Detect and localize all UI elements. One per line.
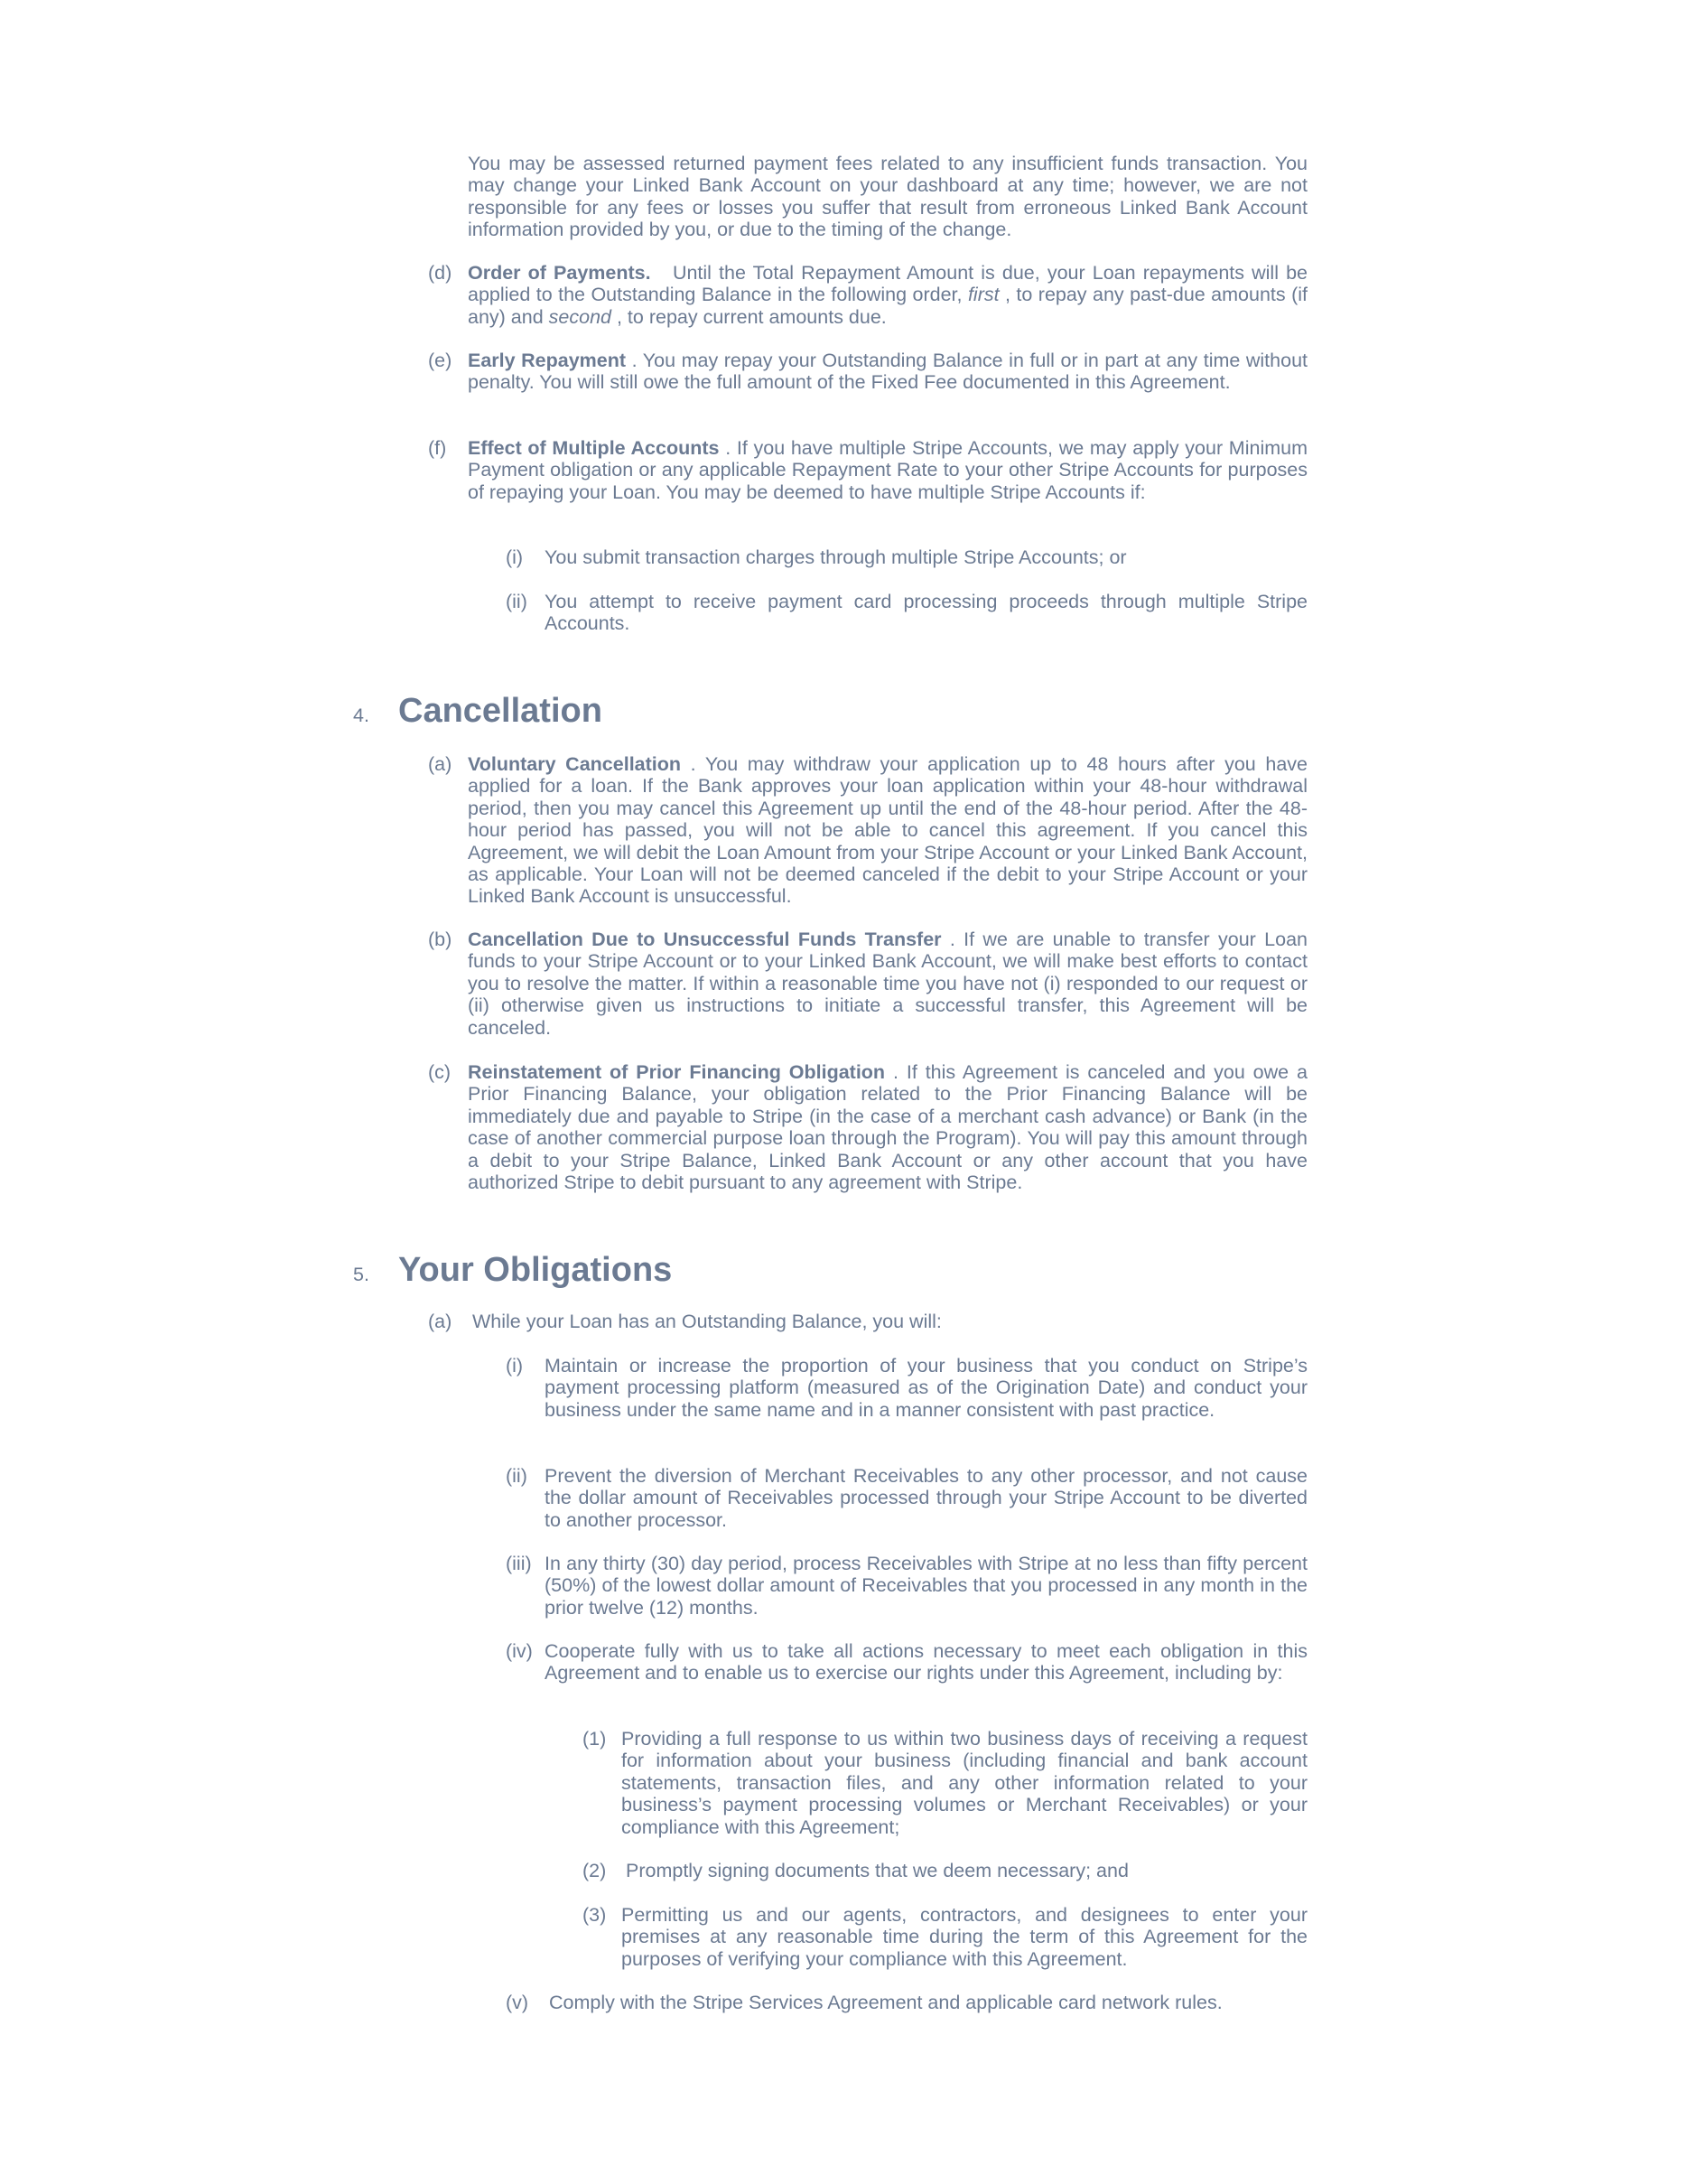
subclause-marker: (iii): [506, 1553, 532, 1574]
item-marker: (3): [582, 1904, 607, 1926]
clause-order-of-payments: Order of Payments. Until the Total Repayment Amount is due, your Loan repayments will be applied to the Outstanding Balance in the following order, first , to repay any past-due amounts (if any) and second , to repay current amounts due.: [468, 262, 1308, 328]
item-marker: (2): [582, 1860, 607, 1881]
clause-title: Early Repayment: [468, 350, 627, 371]
subclause-marker: (i): [506, 1355, 524, 1377]
subclause-text: You attempt to receive payment card processing proceeds through multiple Stripe Accounts.: [545, 591, 1308, 635]
item-text: Permitting us and our agents, contractors, and designees to enter your premises at any reasonable time during the term of this Agreement for the purposes of verifying your compliance with this Agreement.: [621, 1904, 1308, 1970]
clause-marker: (b): [428, 929, 452, 950]
clause-title: Cancellation Due to Unsuccessful Funds Transfer: [468, 929, 942, 950]
subclause-text: You submit transaction charges through multiple Stripe Accounts; or: [545, 546, 1127, 568]
subclause-text: Maintain or increase the proportion of your business that you conduct on Stripe’s payment processing platform (measured as of the Origination Date) and conduct your business under the same name and in a manner consistent with past practice.: [545, 1355, 1308, 1421]
item-marker: (1): [582, 1728, 607, 1750]
subclause-marker: (iv): [506, 1640, 533, 1662]
clause-marker: (c): [428, 1061, 452, 1083]
clause-marker: (f): [428, 437, 447, 459]
clause-title: Effect of Multiple Accounts: [468, 437, 720, 459]
item-text: Providing a full response to us within two business days of receiving a request for information about your business (including financial and bank account statements, transaction files, and any other information related to your business’s payment processing volumes or Merchant Receivables) or your compliance with this Agreement;: [621, 1728, 1308, 1838]
clause-marker: (a): [428, 753, 452, 775]
section-number: 4.: [353, 705, 369, 726]
subclause-text: Prevent the diversion of Merchant Receivables to any other processor, and not cause the dollar amount of Receivables processed through your Stripe Account to be diverted to another processor.: [545, 1465, 1308, 1531]
clause-obligations-intro: While your Loan has an Outstanding Balance, you will:: [472, 1311, 942, 1332]
section-heading-cancellation: Cancellation: [398, 692, 602, 730]
clause-marker: (a): [428, 1311, 452, 1332]
clause-reinstatement: Reinstatement of Prior Financing Obligation . If this Agreement is canceled and you owe a Prior Financing Balance, your obligation related to the Prior Financing Balance will be immediately due and payable to Stripe (in the case of a merchant cash advance) or Bank (in the case of another commercial purpose loan through the Program). You will pay this amount through a debit to your Stripe Balance, Linked Bank Account or any other account that you have authorized Stripe to debit pursuant to any agreement with Stripe.: [468, 1061, 1308, 1194]
clause-multiple-accounts: Effect of Multiple Accounts . If you have multiple Stripe Accounts, we may apply your Minimum Payment obligation or any applicable Repayment Rate to your other Stripe Accounts for purposes of repaying your Loan. You may be deemed to have multiple Stripe Accounts if:: [468, 437, 1308, 503]
clause-title: Reinstatement of Prior Financing Obligation: [468, 1061, 886, 1083]
clause-title: Order of Payments.: [468, 262, 651, 284]
subclause-text: Comply with the Stripe Services Agreement and applicable card network rules.: [549, 1992, 1223, 2013]
subclause-text: In any thirty (30) day period, process Receivables with Stripe at no less than fifty percent (50%) of the lowest dollar amount of Receivables that you processed in any month in the prior twelve (12) months.: [545, 1553, 1308, 1619]
subclause-marker: (ii): [506, 591, 527, 612]
item-text: Promptly signing documents that we deem necessary; and: [626, 1860, 1129, 1881]
subclause-marker: (i): [506, 546, 524, 568]
subclause-marker: (ii): [506, 1465, 527, 1487]
section-heading-obligations: Your Obligations: [398, 1251, 673, 1289]
clause-unsuccessful-transfer: Cancellation Due to Unsuccessful Funds Transfer . If we are unable to transfer your Loan funds to your Stripe Account or to your Linked Bank Account, we will make best efforts to contact you to resolve the matter. If within a reasonable time you have not (i) responded to our request or (ii) otherwise given us instructions to initiate a successful transfer, this Agreement will be canceled.: [468, 929, 1308, 1039]
clause-title: Voluntary Cancellation: [468, 753, 682, 775]
section-number: 5.: [353, 1264, 369, 1285]
clause-marker: (d): [428, 262, 452, 284]
intro-paragraph: You may be assessed returned payment fees related to any insufficient funds transaction. You may change your Linked Bank Account on your dashboard at any time; however, we are not responsible for any fees or losses you suffer that result from erroneous Linked Bank Account information provided by you, or due to the timing of the change.: [468, 153, 1308, 241]
clause-marker: (e): [428, 350, 452, 371]
subclause-marker: (v): [506, 1992, 529, 2013]
subclause-text: Cooperate fully with us to take all actions necessary to meet each obligation in this Agreement and to enable us to exercise our rights under this Agreement, including by:: [545, 1640, 1308, 1685]
clause-voluntary-cancellation: Voluntary Cancellation . You may withdraw your application up to 48 hours after you have applied for a loan. If the Bank approves your loan application within your 48-hour withdrawal period, then you may cancel this Agreement up until the end of the 48-hour period. After the 48-hour period has passed, you will not be able to cancel this agreement. If you cancel this Agreement, we will debit the Loan Amount from your Stripe Account or your Linked Bank Account, as applicable. Your Loan will not be deemed canceled if the debit to your Stripe Account or your Linked Bank Account is unsuccessful.: [468, 753, 1308, 908]
clause-early-repayment: Early Repayment . You may repay your Outstanding Balance in full or in part at any time without penalty. You will still owe the full amount of the Fixed Fee documented in this Agreement.: [468, 350, 1308, 394]
